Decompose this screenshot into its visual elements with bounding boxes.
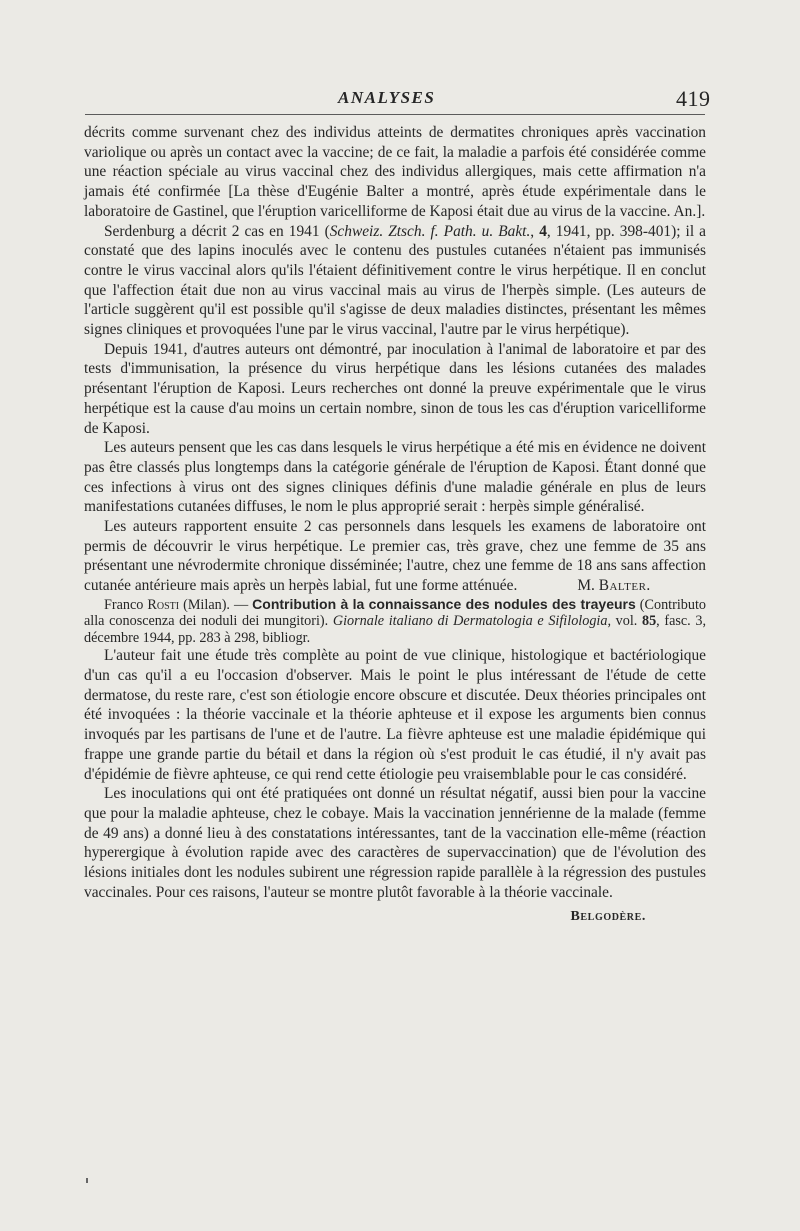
details-rest: , fasc. 3, décembre 1944, pp. 283 à 298, bibliogr. <box>84 613 707 646</box>
review1-paragraph-2: Serdenburg a décrit 2 cas en 1941 (Schweiz. Ztsch. f. Path. u. Bakt., 4, 1941, pp. 398-401); il a constaté que des lapins inoculés avec le contenu des pustules cutanées n'étaient pas immunisés contre le virus vaccinal alors qu'ils l'étaient définitivement contre le virus herpétique. Il en conclut que l'affection était due non au virus vaccinal mais au virus de l'herpès simple. (Les auteurs de l'article suggèrent qu'il est possible qu'il s'agisse de deux maladies distinctes, présentant les mêmes signes cliniques et provoquées l'une par le virus vaccinal, l'autre par le virus herpétique). <box>84 222 706 339</box>
running-header <box>0 0 800 124</box>
journal-citation: Schweiz. Ztsch. f. Path. u. Bakt. <box>329 222 531 240</box>
review1-paragraph-2-rest: , 1941, pp. 398-401); il a constaté que des lapins inoculés avec le contenu des pustules cutanées n'étaient pas immunisés contre le virus vaccinal alors qu'ils l'étaient définitivement contre le virus herpétique. Il en conclut que l'affection était due non au virus vaccinal mais au virus de l'herpès simple. (Les auteurs de l'article suggèrent qu'il est possible qu'il s'agisse de deux maladies distinctes, présentant les mêmes signes cliniques et provoquées l'une par le virus vaccinal, l'autre par le virus herpétique). <box>84 222 706 339</box>
author-last-name: Rosti <box>147 596 180 613</box>
reviewer-signature: Balter. <box>598 577 651 595</box>
review1-paragraph-5 <box>84 517 706 596</box>
review1-paragraph-2-start: Serdenburg a décrit 2 cas en 1941 ( <box>104 222 330 240</box>
page-number: 419 <box>676 86 711 111</box>
original-title: (Contributo alla conoscenza dei noduli dei mungitori). <box>84 596 706 630</box>
review1-paragraph-4: Les auteurs pensent que les cas dans lesquels le virus herpétique a été mis en évidence ne doivent pas être classés plus longtemps dans la catégorie générale de l'éruption de Kaposi. Étant donné que ces infections à virus ont des signes cliniques définis d'une maladie générale en plus de leurs manifestations cutanées diffuses, le nom le plus approprié serait : herpès simple généralisé. <box>84 439 706 516</box>
bibliographic-reference <box>84 596 706 647</box>
author-location: (Milan). — <box>183 596 249 613</box>
review2-paragraph-2: Les inoculations qui ont été pratiquées ont donné un résultat négatif, aussi bien pour la vaccine que pour la maladie aphteuse, chez le cobaye. Mais la vaccination jennérienne de la malade (femme de 49 ans) a donné lieu à des constatations intéressantes, tant de la vaccination elle-même (réaction hyperergique à évolution rapide avec des caractères de supervaccination) que de l'évolution des lésions initiales dont les nodules subirent une régression rapide parallèle à la régression des pustules vaccinales. Pour ces raisons, l'auteur se montre plutôt favorable à la théorie vaccinale. <box>84 785 706 901</box>
header-rule <box>85 114 705 115</box>
reviewer-signature-prefix: M. <box>577 577 595 595</box>
details-vol: vol. <box>615 613 638 630</box>
review2-paragraph-1: L'auteur fait une étude très complète au point de vue clinique, histologique et bactériologique d'un cas qu'il a eu l'occasion d'observer. Mais le point le plus intéressant de l'étude de cette dermatose, du reste rare, c'est son étiologie encore obscure et discutée. Deux théories principales ont été invoquées : la théorie vaccinale et la théorie aphteuse et il expose les arguments bien connus invoqués par les partisans de l'une et de l'autre. La fièvre aphteuse est une maladie épidémique qui frappe une grande partie du bétail et dans la région où s'est produit le cas étudié, il n'y avait pas d'épidémie de fièvre aphteuse, ce qui rend cette étiologie peu vraisemblable pour le cas considéré. <box>84 647 706 783</box>
scan-mark <box>86 1178 88 1183</box>
author-first-name: Franco <box>104 596 144 613</box>
journal-volume: 4 <box>539 222 547 240</box>
review1-paragraph-1: décrits comme survenant chez des individus atteints de dermatites chroniques après vaccination variolique ou après un contact avec la vaccine; de ce fait, la maladie a parfois été considérée comme une réaction spéciale au virus vaccinal chez des individus allergiques, mais cette affirmation n'a jamais été confirmée [La thèse d'Eugénie Balter a montré, après étude expérimentale dans le laboratoire de Gastinel, que l'éruption varicelliforme de Kaposi était due au virus de la vaccine. An.]. <box>84 124 706 220</box>
page-body <box>84 123 706 926</box>
volume-number: 85 <box>641 613 657 630</box>
journal-name: Giornale italiano di Dermatologia e Sifilologia, <box>332 613 611 630</box>
review1-paragraph-3: Depuis 1941, d'autres auteurs ont démontré, par inoculation à l'animal de laboratoire et par des tests d'immunisation, la présence du virus herpétique dans les lésions cutanées des malades présentant l'éruption de Kaposi. Leurs recherches ont donné la preuve expérimentale que le virus herpétique est la cause d'au moins un certain nombre, sinon de tous les cas d'éruption varicelliforme de Kaposi. <box>84 340 706 437</box>
reviewer-signature-2: Belgodère. <box>570 908 646 924</box>
article-title: Contribution à la connaissance des nodules des trayeurs <box>252 595 636 612</box>
review1-paragraph-5-text: Les auteurs rapportent ensuite 2 cas personnels dans lesquels les examens de laboratoire ont permis de découvrir le virus herpétique. Le premier cas, très grave, chez une femme de 35 ans présentant une névrodermite chronique disséminée; l'autre, chez une femme de 18 ans sans affection cutanée antérieure mais après un herpès labial, fut une forme atténuée. <box>84 518 706 595</box>
section-title: ANALYSES <box>338 88 436 107</box>
